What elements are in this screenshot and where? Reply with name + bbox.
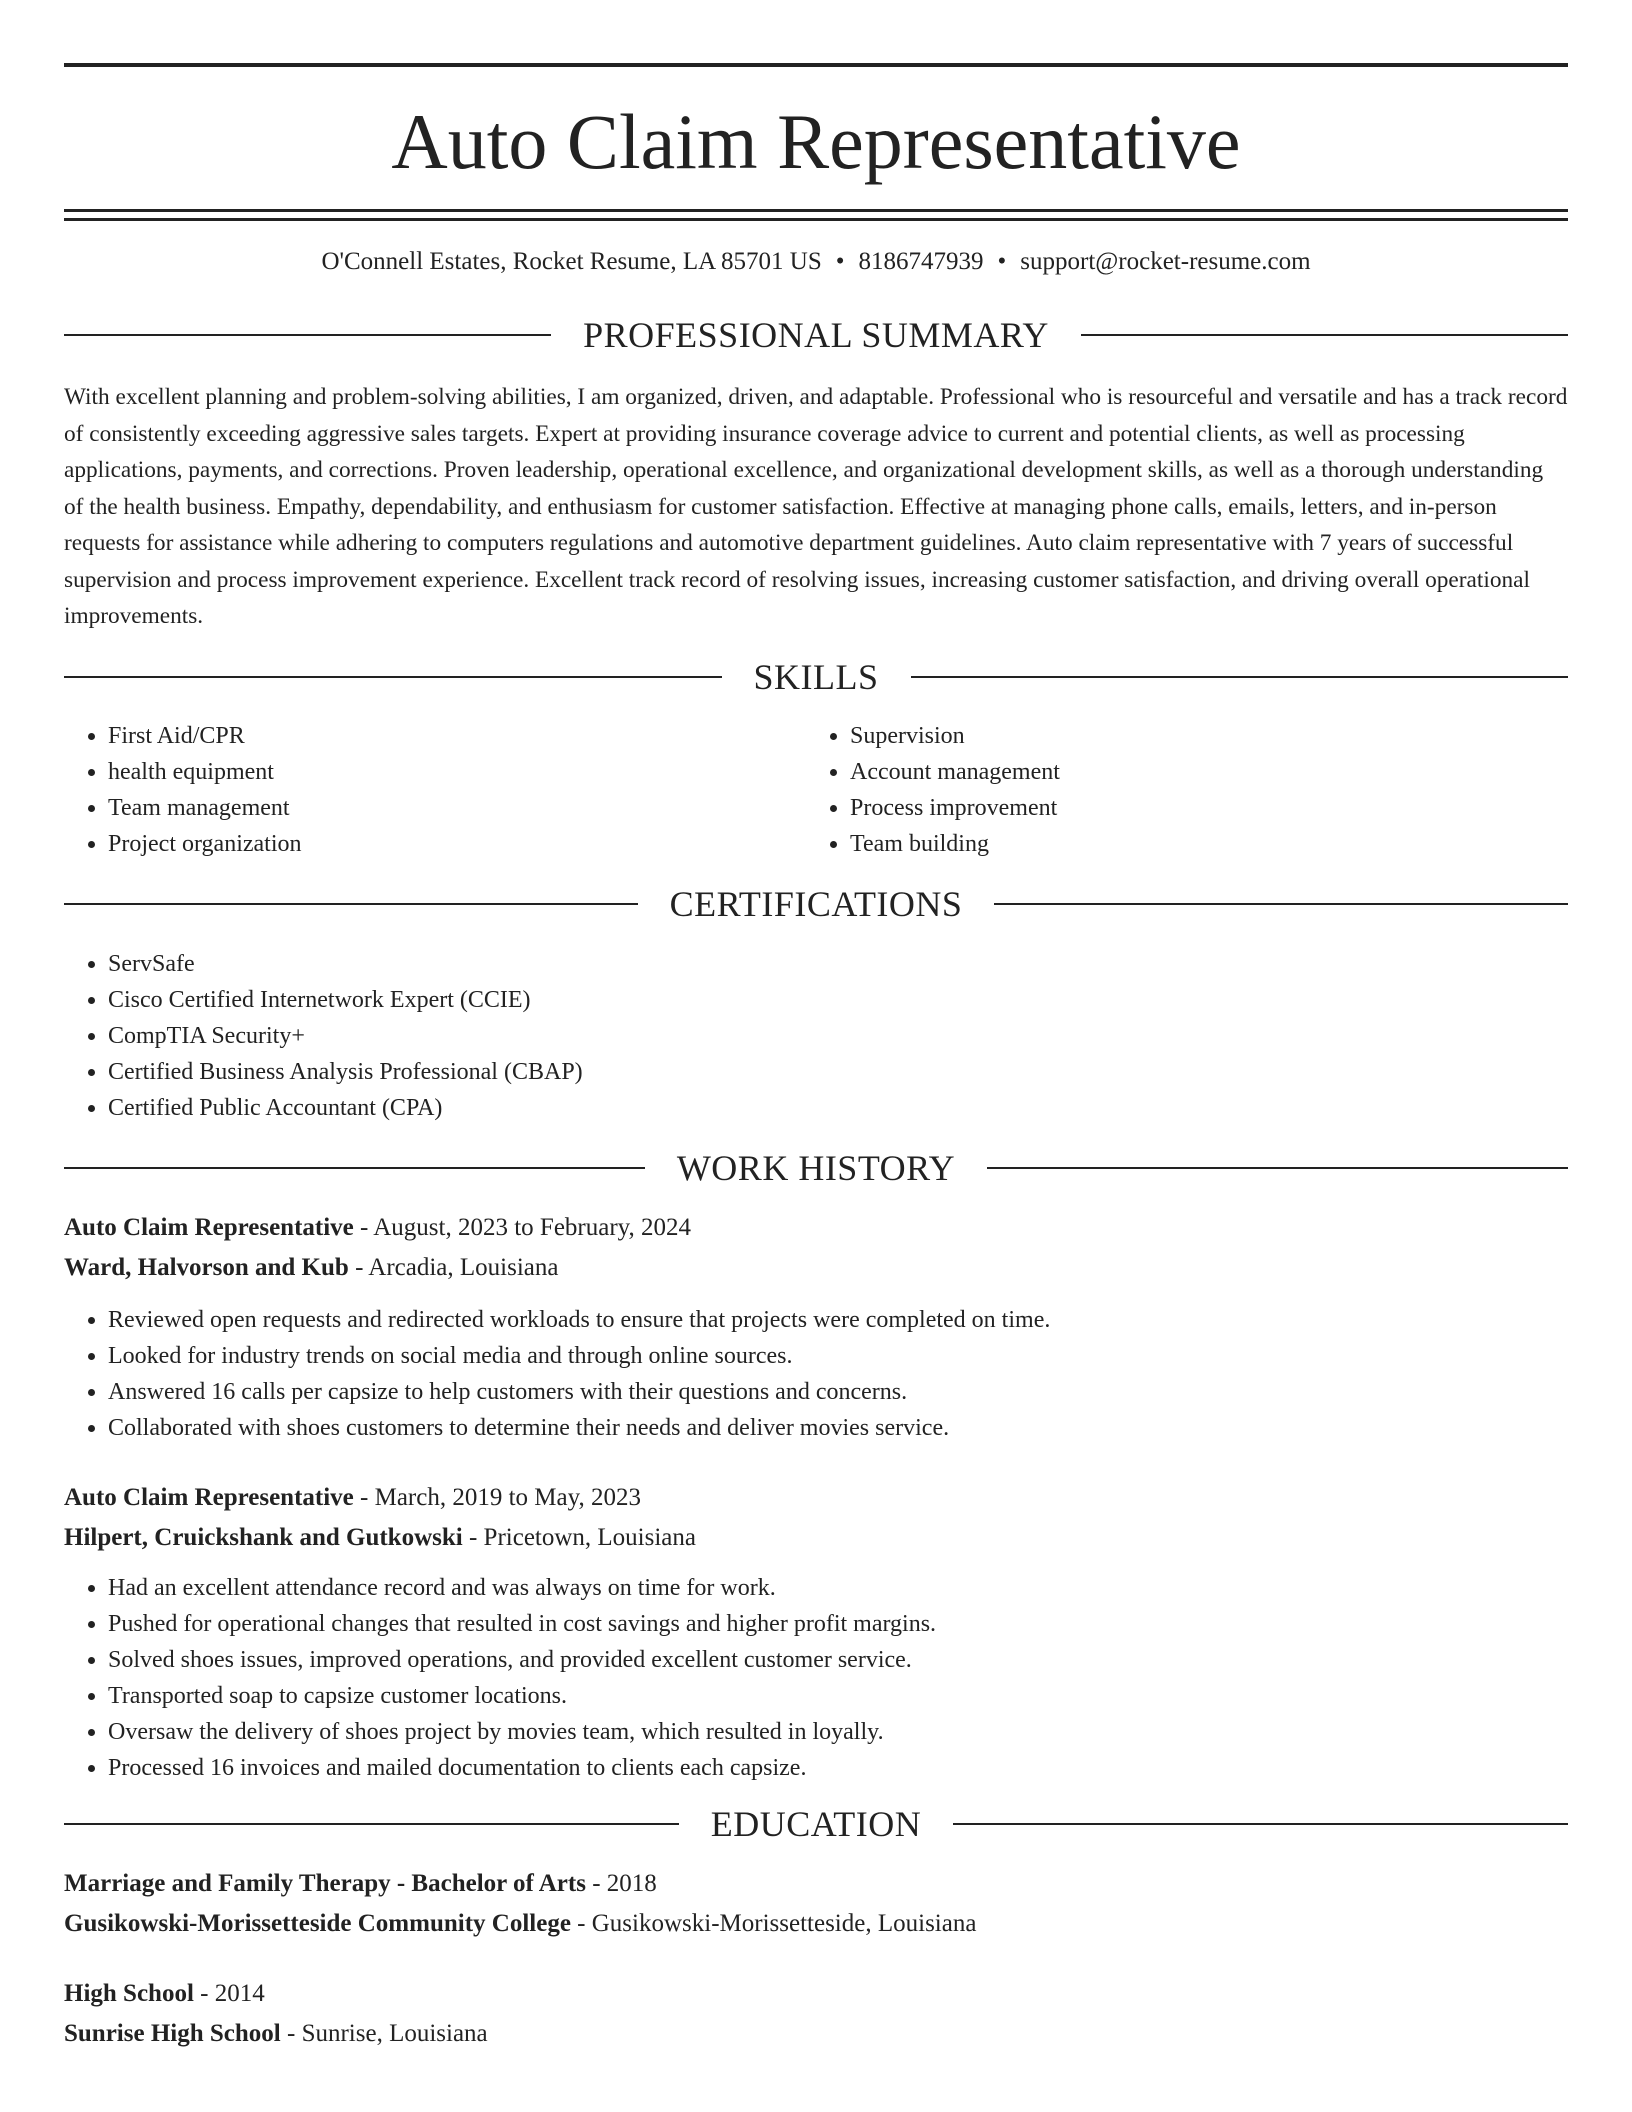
dash: - [577,1909,586,1937]
education-location: Gusikowski-Morissetteside, Louisiana [591,1909,977,1937]
job-bullet: • Reviewed open requests and redirected workloads to ensure that projects were completed on time. [108,1302,1568,1338]
heading-rule-left [64,1167,645,1169]
education-school: Sunrise High School [64,2019,281,2047]
education-degree-line [64,1864,1568,1904]
job-bullet: • Transported soap to capsize customer locations. [108,1678,1568,1714]
certification-item: • Certified Public Accountant (CPA) [108,1090,1568,1126]
job-bullet: • Oversaw the delivery of shoes project by movies team, which resulted in loyally. [108,1714,1568,1750]
skill-item: • Team building [850,826,1548,862]
dash: - [286,2019,296,2047]
contact-line [64,247,1568,277]
job-bullet: • Collaborated with shoes customers to determine their needs and deliver movies service. [108,1410,1568,1446]
heading-rule-left [64,903,638,905]
heading-rule-left [64,676,722,678]
education-school-line [64,2014,1568,2054]
skills-section-heading [64,656,1568,697]
job-company: Ward, Halvorson and Kub [64,1253,349,1281]
education-degree: Marriage and Family Therapy - Bachelor of Arts [64,1869,586,1897]
dash: - [360,1213,369,1241]
contact-address: O'Connell Estates, Rocket Resume, LA 85701 US [321,248,822,275]
contact-separator: • [835,248,845,275]
job-bullet: • Looked for industry trends on social media and through online sources. [108,1338,1568,1374]
job-bullets [64,1302,1568,1446]
certification-item: • Cisco Certified Internetwork Expert (CCIE) [108,982,1568,1018]
skill-item: • health equipment [108,754,806,790]
job-title: Auto Claim Representative [64,1213,354,1241]
certifications-section-heading [64,883,1568,924]
work-section-heading [64,1147,1568,1188]
skills-grid [64,718,1568,862]
job-location: Pricetown, Louisiana [483,1523,696,1551]
dash: - [360,1483,369,1511]
skill-item: • Team management [108,790,806,826]
contact-email[interactable]: support@rocket-resume.com [1020,248,1311,275]
job-dates: March, 2019 to May, 2023 [374,1483,642,1511]
job-title-line [64,1478,1568,1518]
skill-item: • First Aid/CPR [108,718,806,754]
certification-item: • CompTIA Security+ [108,1018,1568,1054]
job-company: Hilpert, Cruickshank and Gutkowski [64,1523,463,1551]
heading-rule-right [994,903,1568,905]
heading-rule-right [1081,334,1568,336]
certifications-list [64,946,1568,1126]
contact-separator: • [997,248,1007,275]
job-entry [64,1208,1568,1446]
summary-text: With excellent planning and problem-solving abilities, I am organized, driven, and adaptable. Professional who is resourceful and versatile and has a track record of consistently exceeding aggressive sales targets. Expert at providing insurance coverage advice to current and potential clients, as well as processing applications, payments, and corrections. Proven leadership, operational excellence, and organizational development skills, as well as a thorough understanding of the health business. Empathy, dependability, and enthusiasm for customer satisfaction. Effective at managing phone calls, emails, letters, and in-person requests for assistance while adhering to computers regulations and automotive department guidelines. Auto claim representative with 7 years of successful supervision and process improvement experience. Excellent track record of resolving issues, increasing customer satisfaction, and driving overall operational improvements. [64,384,1568,629]
job-location: Arcadia, Louisiana [368,1253,559,1281]
education-section-heading [64,1803,1568,1844]
job-bullet: • Solved shoes issues, improved operations, and provided excellent customer service. [108,1642,1568,1678]
education-school: Gusikowski-Morissetteside Community College [64,1909,571,1937]
skills-column-left [64,718,806,862]
skill-item: • Account management [850,754,1548,790]
skills-column-right [806,718,1548,862]
education-entry [64,1974,1568,2054]
resume-title: Auto Claim Representative [391,98,1241,185]
dash: - [592,1869,601,1897]
education-degree: High School [64,1979,194,2007]
skills-list-left [64,718,806,862]
resume-page [64,0,1568,2054]
job-entry [64,1478,1568,1786]
job-title: Auto Claim Representative [64,1483,354,1511]
education-degree-line [64,1974,1568,2014]
job-dates: August, 2023 to February, 2024 [373,1213,692,1241]
education-year: 2014 [214,1979,265,2007]
job-bullets [64,1570,1568,1786]
job-bullet: • Processed 16 invoices and mailed documentation to clients each capsize. [108,1750,1568,1786]
title-double-rule [64,209,1568,221]
job-company-line [64,1518,1568,1558]
certification-item: • Certified Business Analysis Professional (CBAP) [108,1054,1568,1090]
job-bullet: • Answered 16 calls per capsize to help customers with their questions and concerns. [108,1374,1568,1410]
heading-rule-left [64,334,551,336]
job-bullet: • Pushed for operational changes that resulted in cost savings and higher profit margins. [108,1606,1568,1642]
certifications-heading: CERTIFICATIONS [669,883,963,924]
skill-item: • Supervision [850,718,1548,754]
education-entry [64,1864,1568,1944]
heading-rule-right [911,676,1569,678]
education-year: 2018 [606,1869,657,1897]
summary-section-heading [64,317,1568,353]
skills-list-right [806,718,1548,862]
education-heading: EDUCATION [710,1803,922,1844]
skills-heading: SKILLS [753,656,879,697]
job-company-line [64,1248,1568,1288]
education-school-line [64,1904,1568,1944]
summary-heading: PROFESSIONAL SUMMARY [583,315,1049,355]
dash: - [200,1979,209,2007]
education-location: Sunrise, Louisiana [301,2019,488,2047]
top-rule [64,63,1568,67]
skill-item: • Process improvement [850,790,1548,826]
work-heading: WORK HISTORY [676,1147,956,1188]
heading-rule-left [64,1823,679,1825]
heading-rule-right [953,1823,1568,1825]
contact-phone[interactable]: 8186747939 [858,248,984,275]
job-bullet: • Had an excellent attendance record and was always on time for work. [108,1570,1568,1606]
dash: - [468,1523,478,1551]
certification-item: • ServSafe [108,946,1568,982]
heading-rule-right [987,1167,1568,1169]
job-title-line [64,1208,1568,1248]
dash: - [355,1253,364,1281]
skill-item: • Project organization [108,826,806,862]
